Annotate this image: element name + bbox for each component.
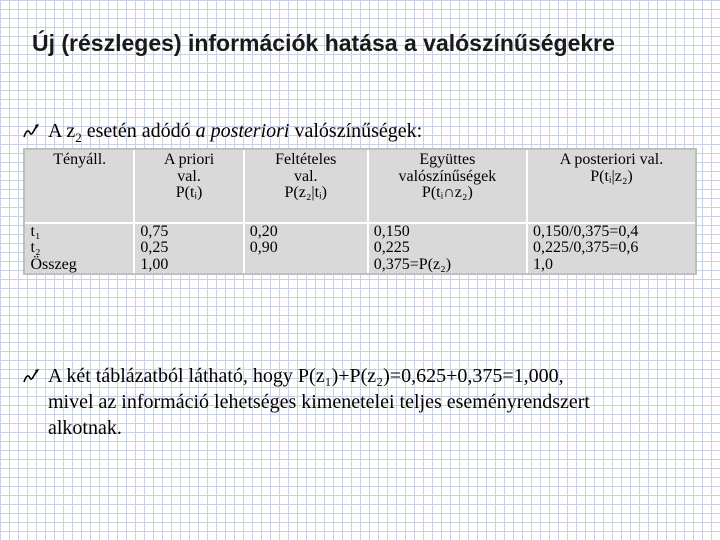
header-line: P(tᵢ) xyxy=(175,184,203,201)
table-cell: 0,25 xyxy=(134,240,243,257)
header-cell xyxy=(134,151,243,223)
bullet1-italic: a posteriori xyxy=(195,120,290,142)
table-cell: 0,75 xyxy=(134,223,243,241)
pen-squiggle-icon xyxy=(22,123,40,139)
table-header-row xyxy=(26,151,696,223)
bullet1-middle: esetén adódó xyxy=(81,120,196,142)
header-line: Együttes xyxy=(419,151,476,168)
bullet1-sub: 2 xyxy=(75,130,82,145)
header-line: P(tᵢ∩z₂) xyxy=(421,184,473,201)
bullet1-prefix: A z xyxy=(48,120,76,142)
header-line: val. xyxy=(293,167,318,185)
pen-squiggle-icon xyxy=(22,368,40,384)
table-row xyxy=(26,240,696,257)
table-cell: Összeg xyxy=(26,257,135,274)
table-cell: 0,150 xyxy=(368,223,527,241)
header-line: valószínűségek xyxy=(398,167,497,185)
table-cell: 0,225/0,375=0,6 xyxy=(532,239,639,256)
table-cell: 0,20 xyxy=(244,223,368,241)
header-line: Feltételes xyxy=(275,151,337,168)
conclusion-line: mivel az információ lehetséges kimenetelei teljes eseményrendszert xyxy=(48,391,590,413)
bullet-conclusion xyxy=(48,363,703,441)
header-line: A posteriori val. xyxy=(559,151,664,168)
table-cell xyxy=(244,257,368,274)
conclusion-line: alkotnak. xyxy=(48,417,122,439)
header-line: val. xyxy=(177,167,201,185)
conclusion-line: A két táblázatból látható, hogy P(z₁)+P(z₂)=0,625+0,375=1,000, xyxy=(48,365,564,387)
header-line: P(z₂|tᵢ) xyxy=(284,184,327,201)
probability-table xyxy=(25,150,695,273)
header-cell xyxy=(244,151,368,223)
table-cell: 0,375=P(z₂) xyxy=(368,257,527,274)
header-line: A priori xyxy=(163,151,215,168)
table-row xyxy=(26,257,696,274)
header-line: Tényáll. xyxy=(53,151,107,168)
header-cell xyxy=(26,151,135,223)
table-cell: 1,0 xyxy=(532,255,553,273)
table-cell: t₂ xyxy=(26,240,135,257)
table-cell: 1,00 xyxy=(134,257,243,274)
table-cell: 0,225 xyxy=(368,240,527,257)
table-cell: t₁ xyxy=(26,223,135,241)
header-cell xyxy=(527,151,695,223)
header-cell xyxy=(368,151,527,223)
table-cell: 0,150/0,375=0,4 xyxy=(532,222,639,240)
page-title: Új (részleges) információk hatása a valószínűségekre xyxy=(32,30,615,56)
bullet1-suffix: valószínűségek: xyxy=(289,120,423,142)
table-row xyxy=(26,223,696,241)
header-line: P(tᵢ|z₂) xyxy=(590,167,633,185)
table-cell: 0,90 xyxy=(244,240,368,257)
bullet-posteriori xyxy=(48,118,688,151)
